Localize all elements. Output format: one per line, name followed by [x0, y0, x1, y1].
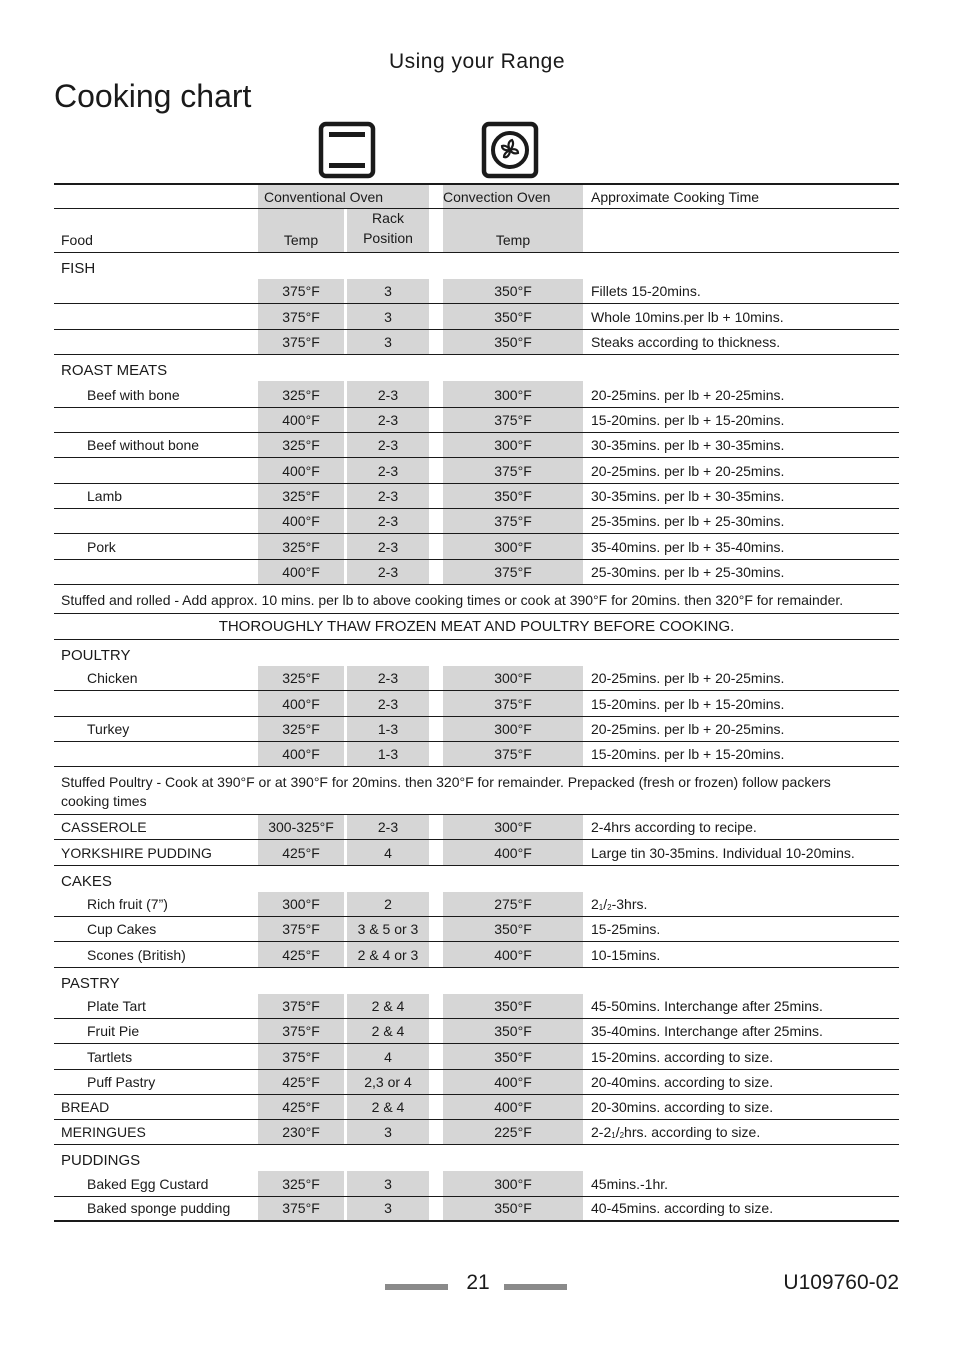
table-row: [54, 942, 899, 967]
table-row: [54, 742, 899, 767]
table-row: [54, 666, 899, 691]
conv-temp-cell: 375°F: [443, 742, 583, 766]
time-cell: 20-30mins. according to size.: [591, 1099, 774, 1116]
time-cell: Fillets 15-20mins.: [591, 283, 701, 300]
table-row: [54, 509, 899, 534]
rack-cell: 2-3: [347, 381, 429, 407]
food-cell: YORKSHIRE PUDDING: [61, 844, 212, 861]
temp-cell: 230°F: [258, 1120, 344, 1144]
food-cell: MERINGUES: [61, 1124, 146, 1141]
rack-cell: 3: [347, 279, 429, 303]
time-cell: 20-25mins. per lb + 20-25mins.: [591, 670, 785, 687]
conv-temp-cell: 375°F: [443, 509, 583, 533]
table-row-casserole: [54, 815, 899, 840]
food-cell: Puff Pastry: [87, 1073, 156, 1090]
temp-cell: 425°F: [258, 840, 344, 864]
temp-cell: 400°F: [258, 458, 344, 482]
time-cell: 2 1 / 2 -3hrs.: [591, 896, 648, 913]
section-pastry: [54, 968, 899, 994]
temp-cell: 400°F: [258, 691, 344, 715]
table-row: [54, 1070, 899, 1095]
food-header: Food: [61, 232, 93, 248]
section-label: ROAST MEATS: [61, 361, 168, 379]
temp-cell: 375°F: [258, 304, 344, 328]
food-cell: [54, 304, 256, 328]
thaw-warning-banner: THOROUGHLY THAW FROZEN MEAT AND POULTRY BEFORE COOKING.: [54, 614, 899, 640]
time-cell: 45-50mins. Interchange after 25mins.: [591, 997, 823, 1014]
table-row: [54, 892, 899, 917]
time-cell: 20-25mins. per lb + 20-25mins.: [591, 720, 785, 737]
temp-cell: 300°F: [258, 892, 344, 916]
rack-cell: 2 & 4: [347, 1019, 429, 1043]
rack-cell: 3: [347, 330, 429, 354]
conventional-oven-header: Conventional Oven: [258, 185, 429, 208]
section-label: CAKES: [61, 872, 112, 890]
rack-cell: 3 & 5 or 3: [347, 917, 429, 941]
conv-temp-cell: 300°F: [443, 381, 583, 407]
food-cell: [54, 742, 256, 766]
section-cakes: [54, 866, 899, 892]
cooking-chart-table: [54, 183, 899, 1222]
temp-cell: 375°F: [258, 1044, 344, 1068]
table-row: [54, 691, 899, 716]
time-cell: 35-40mins. Interchange after 25mins.: [591, 1023, 823, 1040]
food-cell: Baked sponge pudding: [87, 1200, 231, 1217]
rack-cell: 2 & 4: [347, 994, 429, 1018]
time-cell: 2-2 1 / 2 hrs. according to size.: [591, 1124, 761, 1141]
conv-temp-cell: 375°F: [443, 560, 583, 584]
conv-temp-cell: 300°F: [443, 666, 583, 690]
temp-cell: 400°F: [258, 742, 344, 766]
temp-cell: 375°F: [258, 917, 344, 941]
conv-temp-cell: 300°F: [443, 1171, 583, 1195]
food-cell: Baked Egg Custard: [87, 1175, 209, 1192]
rack-cell: 2-3: [347, 691, 429, 715]
temp-cell: 425°F: [258, 1070, 344, 1094]
table-row: [54, 433, 899, 458]
time-cell: 10-15mins.: [591, 946, 661, 963]
rack-cell: 2-3: [347, 534, 429, 558]
rack-cell: 2-3: [347, 408, 429, 432]
temp-cell: 425°F: [258, 942, 344, 966]
section-fish: [54, 253, 899, 279]
temp-cell: 425°F: [258, 1095, 344, 1119]
temp-cell: 375°F: [258, 1019, 344, 1043]
section-label: POULTRY: [61, 646, 131, 664]
table-row: [54, 1044, 899, 1069]
food-cell: Pork: [87, 538, 116, 555]
rack-cell: 2-3: [347, 560, 429, 584]
conv-temp-cell: 300°F: [443, 717, 583, 741]
conv-temp-cell: 275°F: [443, 892, 583, 916]
rack-cell: 3: [347, 1197, 429, 1220]
table-row: [54, 458, 899, 483]
food-cell: Rich fruit (7”): [87, 896, 168, 913]
time-cell: 30-35mins. per lb + 30-35mins.: [591, 488, 785, 505]
time-cell: 20-25mins. per lb + 20-25mins.: [591, 462, 785, 479]
section-poultry: [54, 640, 899, 666]
temp-cell: 325°F: [258, 1171, 344, 1195]
food-cell: [54, 330, 256, 354]
food-cell: Fruit Pie: [87, 1023, 140, 1040]
rack-cell: 3: [347, 1171, 429, 1195]
rack-cell: 2 & 4 or 3: [347, 942, 429, 966]
food-cell: [54, 458, 256, 482]
conv-temp-cell: 300°F: [443, 815, 583, 839]
table-row: [54, 484, 899, 509]
convection-fan-icon: [481, 121, 539, 179]
conv-temp-cell: 350°F: [443, 917, 583, 941]
food-cell: [54, 279, 256, 303]
time-cell: 15-20mins. per lb + 15-20mins.: [591, 412, 785, 429]
footer-bar-right: [504, 1284, 567, 1290]
time-cell: 35-40mins. per lb + 35-40mins.: [591, 538, 785, 555]
rack-cell: 1-3: [347, 742, 429, 766]
roast-note: Stuffed and rolled - Add approx. 10 mins. per lb to above cooking times or cook at 390°F for 20mins. then 320°F for remainder.: [54, 585, 899, 614]
rack-cell: 2 & 4: [347, 1095, 429, 1119]
rack-position-header: Rack Position: [347, 209, 429, 252]
conv-temp-cell: 350°F: [443, 994, 583, 1018]
time-cell: 2-4hrs according to recipe.: [591, 819, 757, 836]
convection-temp-header: Temp: [443, 209, 583, 252]
table-row: [54, 304, 899, 329]
table-row-bread: [54, 1095, 899, 1120]
section-label: PUDDINGS: [61, 1152, 141, 1170]
rack-cell: 2-3: [347, 458, 429, 482]
time-cell: Large tin 30-35mins. Individual 10-20mins.: [591, 844, 855, 861]
temp-cell: 325°F: [258, 534, 344, 558]
table-row-yorkshire: [54, 840, 899, 865]
section-puddings: [54, 1145, 899, 1171]
temp-cell: 400°F: [258, 509, 344, 533]
table-row: [54, 560, 899, 585]
time-cell: 45mins.-1hr.: [591, 1175, 669, 1192]
food-cell: CASSEROLE: [61, 819, 147, 836]
conv-temp-cell: 350°F: [443, 1197, 583, 1220]
table-row: [54, 279, 899, 304]
temp-cell: 375°F: [258, 330, 344, 354]
conventional-oven-icon: [318, 121, 376, 179]
food-cell: Beef without bone: [87, 437, 200, 454]
conv-temp-cell: 400°F: [443, 942, 583, 966]
conv-temp-cell: 300°F: [443, 433, 583, 457]
temp-cell: 325°F: [258, 666, 344, 690]
food-cell: [54, 408, 256, 432]
table-subheader-row: [54, 209, 899, 253]
food-cell: [54, 509, 256, 533]
food-cell: [54, 691, 256, 715]
convection-oven-header: Convection Oven: [443, 185, 583, 208]
time-cell: 15-25mins.: [591, 921, 661, 938]
conv-temp-cell: 400°F: [443, 1095, 583, 1119]
temp-cell: 375°F: [258, 279, 344, 303]
rack-cell: 2: [347, 892, 429, 916]
time-cell: 30-35mins. per lb + 30-35mins.: [591, 437, 785, 454]
approx-time-header: Approximate Cooking Time: [591, 189, 760, 205]
temp-cell: 375°F: [258, 994, 344, 1018]
rack-cell: 4: [347, 1044, 429, 1068]
table-row: [54, 330, 899, 355]
conv-temp-cell: 375°F: [443, 458, 583, 482]
rack-cell: 3: [347, 304, 429, 328]
temp-cell: 325°F: [258, 484, 344, 508]
temp-cell: 325°F: [258, 717, 344, 741]
temp-cell: 375°F: [258, 1197, 344, 1220]
footer-bar-left: [385, 1284, 448, 1290]
conv-temp-cell: 350°F: [443, 304, 583, 328]
conv-temp-cell: 350°F: [443, 330, 583, 354]
conv-temp-cell: 350°F: [443, 1044, 583, 1068]
table-row: [54, 1171, 899, 1196]
rack-cell: 2-3: [347, 433, 429, 457]
food-cell: Beef with bone: [87, 386, 180, 403]
food-cell: Chicken: [87, 670, 138, 687]
rack-cell: 2-3: [347, 815, 429, 839]
table-row: [54, 1019, 899, 1044]
table-row: [54, 381, 899, 408]
rack-cell: 2-3: [347, 509, 429, 533]
temp-cell: 325°F: [258, 433, 344, 457]
table-row: [54, 994, 899, 1019]
page-title: Cooking chart: [54, 78, 252, 114]
time-cell: 20-25mins. per lb + 20-25mins.: [591, 386, 785, 403]
document-code: U109760-02: [783, 1271, 899, 1294]
section-roast-meats: [54, 355, 899, 381]
section-label: PASTRY: [61, 974, 120, 992]
food-cell: Tartlets: [87, 1048, 133, 1065]
food-cell: [54, 560, 256, 584]
section-label: FISH: [61, 260, 96, 277]
time-cell: 25-35mins. per lb + 25-30mins.: [591, 513, 785, 530]
time-cell: 20-40mins. according to size.: [591, 1073, 774, 1090]
time-cell: 15-20mins. according to size.: [591, 1048, 774, 1065]
conv-temp-cell: 375°F: [443, 691, 583, 715]
section-title: Using your Range: [388, 50, 566, 73]
temp-cell: 400°F: [258, 408, 344, 432]
time-cell: Whole 10mins.per lb + 10mins.: [591, 308, 784, 325]
conv-temp-cell: 400°F: [443, 840, 583, 864]
food-cell: Plate Tart: [87, 997, 146, 1014]
temp-cell: 325°F: [258, 381, 344, 407]
table-row: [54, 1197, 899, 1222]
time-cell: Steaks according to thickness.: [591, 333, 781, 350]
poultry-note: Stuffed Poultry - Cook at 390°F or at 390°F for 20mins. then 320°F for remainder. Prepacked (fresh or frozen) follow packers cooking times: [54, 767, 899, 815]
time-cell: 25-30mins. per lb + 25-30mins.: [591, 563, 785, 580]
table-row-meringues: [54, 1120, 899, 1145]
conv-temp-cell: 350°F: [443, 1019, 583, 1043]
food-cell: Cup Cakes: [87, 921, 157, 938]
table-row: [54, 917, 899, 942]
conv-temp-cell: 375°F: [443, 408, 583, 432]
conv-temp-cell: 350°F: [443, 279, 583, 303]
conv-temp-cell: 225°F: [443, 1120, 583, 1144]
time-cell: 40-45mins. according to size.: [591, 1200, 774, 1217]
food-cell: Scones (British): [87, 946, 186, 963]
rack-cell: 4: [347, 840, 429, 864]
temp-cell: 300-325°F: [258, 815, 344, 839]
rack-cell: 3: [347, 1120, 429, 1144]
temp-cell: 400°F: [258, 560, 344, 584]
food-cell: Turkey: [87, 720, 130, 737]
page-number: 21: [466, 1271, 490, 1294]
conv-temp-cell: 300°F: [443, 534, 583, 558]
rack-cell: 2,3 or 4: [347, 1070, 429, 1094]
rack-cell: 2-3: [347, 484, 429, 508]
table-row: [54, 534, 899, 559]
conv-temp-cell: 400°F: [443, 1070, 583, 1094]
food-cell: Lamb: [87, 488, 123, 505]
food-cell: BREAD: [61, 1099, 110, 1116]
table-header-row: [54, 183, 899, 209]
conv-temp-cell: 350°F: [443, 484, 583, 508]
time-cell: 15-20mins. per lb + 15-20mins.: [591, 695, 785, 712]
temp-header: Temp: [258, 209, 344, 252]
rack-cell: 1-3: [347, 717, 429, 741]
rack-cell: 2-3: [347, 666, 429, 690]
table-row: [54, 717, 899, 742]
time-cell: 15-20mins. per lb + 15-20mins.: [591, 746, 785, 763]
table-row: [54, 408, 899, 433]
